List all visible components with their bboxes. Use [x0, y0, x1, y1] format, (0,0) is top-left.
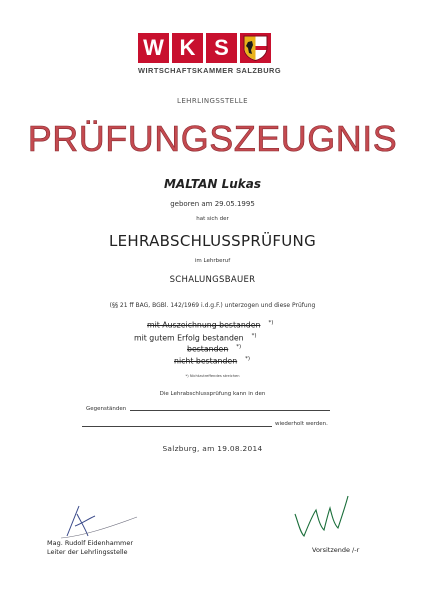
candidate-name: MALTAN Lukas: [163, 177, 262, 191]
coat-of-arms-icon: [240, 33, 271, 63]
signature-right: [290, 492, 370, 542]
logo-letter-s: S: [206, 33, 237, 63]
page-title: PRÜFUNGSZEUGNIS: [27, 118, 398, 159]
footnote-mark: *): [236, 344, 242, 350]
wks-logo: [138, 33, 288, 75]
subjects-line-1: [130, 410, 330, 411]
logo-subtitle: WIRTSCHAFTSKAMMER SALZBURG: [138, 66, 282, 75]
law-reference: (§§ 21 ff BAG, BGBl. 142/1969 i.d.g.F.) unterzogen und diese Prüfung: [109, 302, 316, 309]
footnote: *) Nichtzutreffendes streichen: [185, 374, 240, 378]
result-text: mit Auszeichnung bestanden: [147, 320, 261, 330]
footnote-mark: *): [268, 320, 274, 326]
left-signatory-name: Mag. Rudolf Eidenhammer: [47, 539, 134, 547]
exam-name: LEHRABSCHLUSSPRÜFUNG: [108, 232, 317, 250]
signature-left: [55, 500, 145, 540]
subjects-line-2: [82, 426, 272, 427]
repeat-intro: Die Lehrabschlussprüfung kann in den: [159, 391, 266, 397]
has-text: hat sich der: [196, 216, 229, 222]
footnote-mark: *): [251, 333, 257, 339]
result-passed: [187, 344, 241, 354]
result-distinction: [147, 320, 273, 330]
logo-letter-w: W: [138, 33, 169, 63]
result-good-success: [134, 333, 257, 343]
result-failed: [174, 356, 250, 366]
result-text: mit gutem Erfolg bestanden: [134, 333, 244, 343]
repeated-label: wiederholt werden.: [275, 421, 328, 427]
left-signatory-role: Leiter der Lehrlingsstelle: [47, 547, 128, 556]
office-label: LEHRLINGSSTELLE: [177, 97, 248, 105]
left-signatory: [47, 539, 133, 556]
result-text: nicht bestanden: [174, 356, 238, 366]
birth-date: geboren am 29.05.1995: [170, 200, 255, 208]
trade-label: im Lehrberuf: [194, 258, 231, 264]
result-text: bestanden: [187, 344, 229, 354]
logo-letters: [138, 33, 288, 63]
place-date: Salzburg, am 19.08.2014: [162, 444, 263, 453]
trade-name: SCHALUNGSBAUER: [169, 275, 256, 285]
logo-letter-k: K: [172, 33, 203, 63]
footnote-mark: *): [245, 356, 251, 362]
subjects-label: Gegenständen: [86, 406, 127, 412]
right-signatory-role: Vorsitzende /-r: [312, 546, 360, 554]
